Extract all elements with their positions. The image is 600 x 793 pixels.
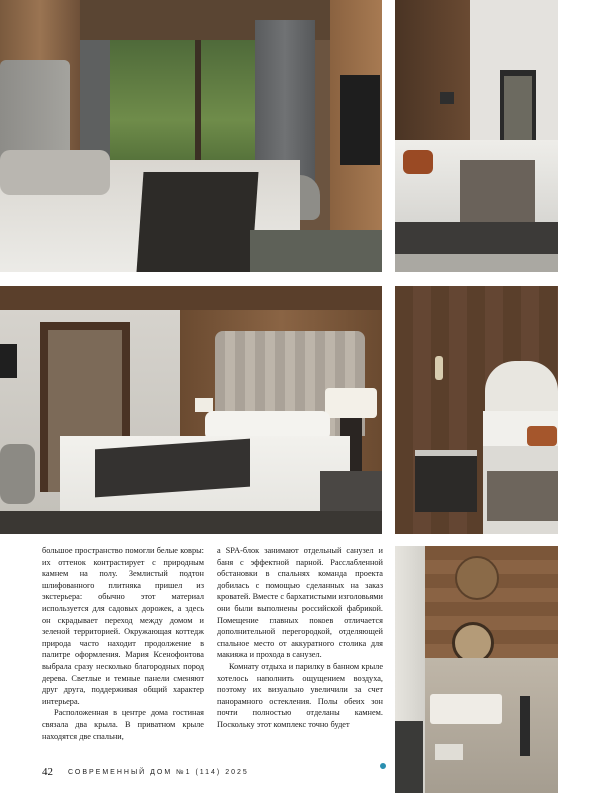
photo-bedside-panel (395, 286, 558, 534)
magazine-issue: СОВРЕМЕННЫЙ ДОМ №1 (114) 2025 (68, 769, 249, 776)
paragraph: Комнату отдыха и парилку в банном крыле хотелось наполнить ощущением воздуха, поэтому их визуально увеличили за счет панорамного остекления. Полы обеих зон почти полностью отделаны камнем. Поскольку этот комплекс точно будет (217, 661, 383, 729)
paragraph: Расположенная в центре дома гостиная связала два крыла. В приватном крыле находятся две спальни, (42, 708, 204, 741)
photo-bathroom (395, 546, 558, 793)
photo-main-bedroom (0, 286, 382, 534)
page-number: 42 (42, 766, 53, 778)
photo-bedroom-mirror (395, 0, 558, 272)
paragraph: большое пространство помогли белые ковры: их оттенок контрастирует с природным камнем на полу. Землистый подтон шлифованного плитняка пришел из экстерьера: обычно этот материал используется для садовых дорожек, а здесь он скрадывает переход между домом и зеленой территорией. Окружающая коттедж природа часто находит продолжение в палитре оформления. Мария Ксенофонтова выбрала сразу несколько благородных пород дерева. Светлые и темные панели сменяют друг друга, поддерживая общий характер интерьера. (42, 546, 204, 706)
photo-bedroom-window (0, 0, 382, 272)
end-mark-icon (380, 763, 386, 769)
article-column-left (42, 545, 204, 742)
paragraph: а SPA-блок занимают отдельный санузел и баня с эффектной парной. Расслабленной обстановки в спальнях команда проекта добилась с помощью сделанных на заказ кроватей. Вместе с бархатистыми изголовьями они были выполнены российской фабрикой. Помещение главных покоев отличается дополнительной перегородкой, отделяющей спальное место от аккуратного столика для макияжа и прохода в санузел. (217, 546, 383, 660)
article-column-right (217, 545, 383, 731)
